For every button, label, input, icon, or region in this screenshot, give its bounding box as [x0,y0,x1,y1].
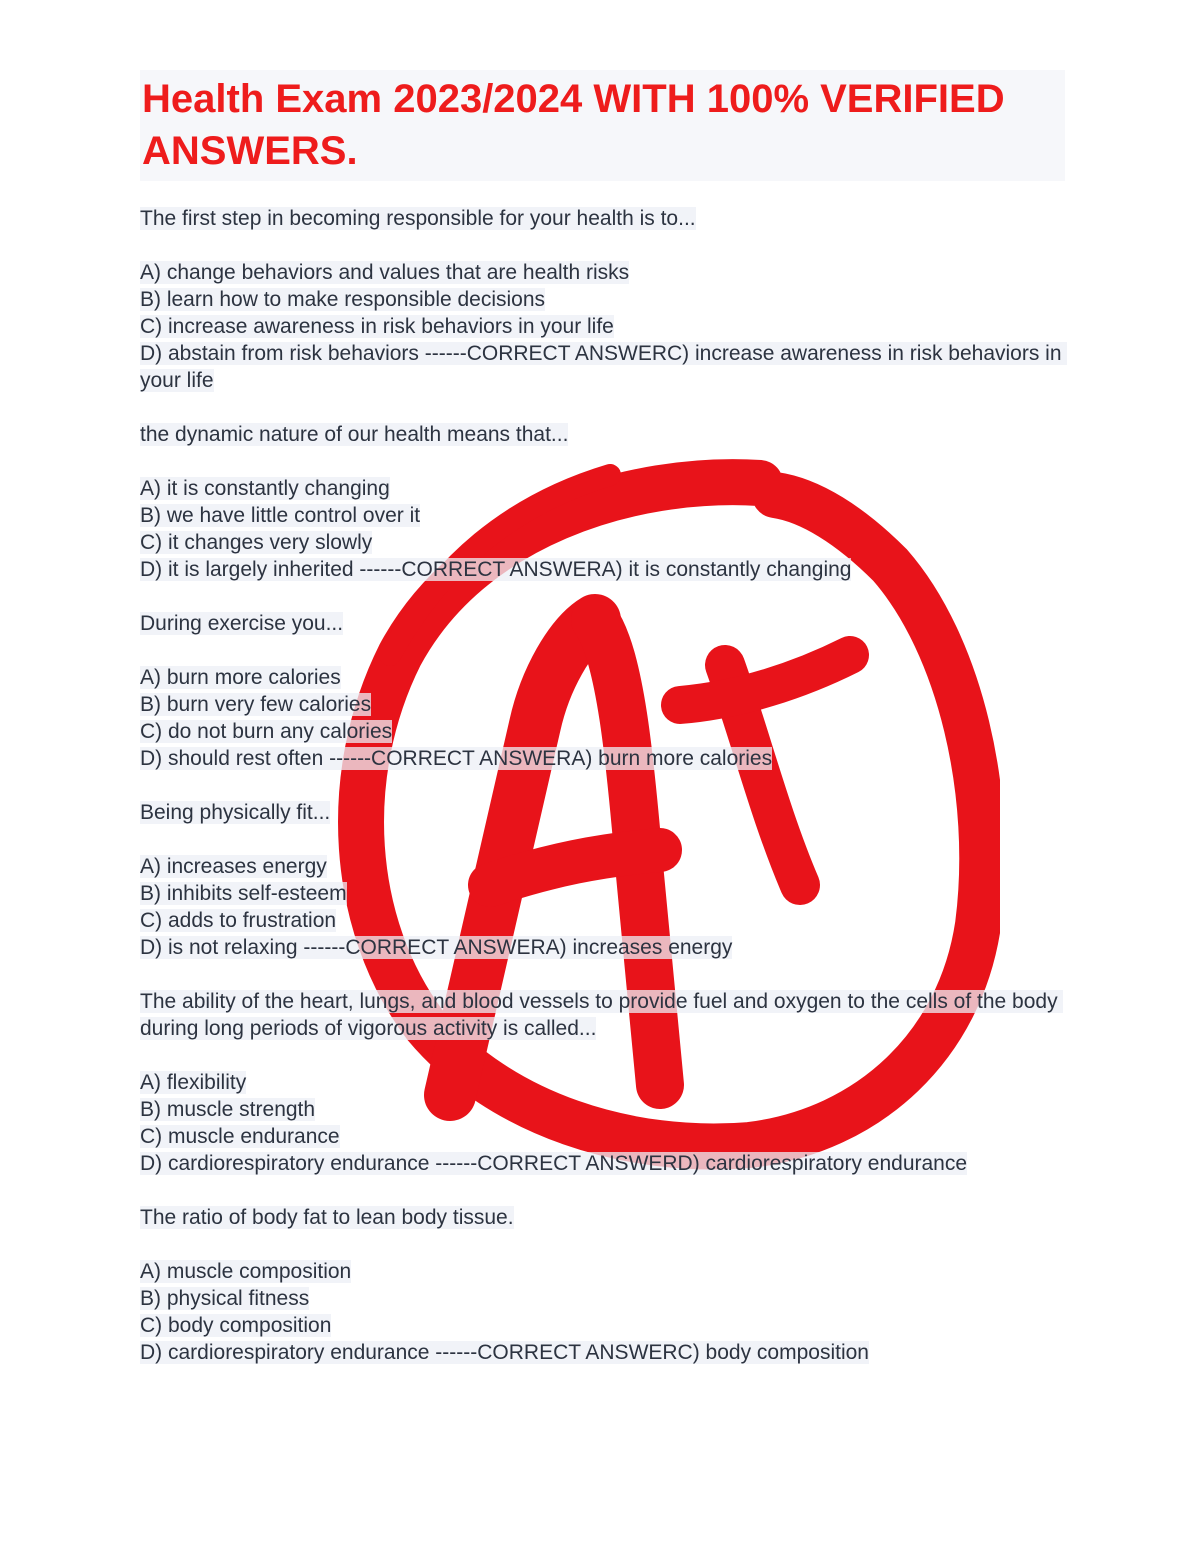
answer-option-with-correct-answer: D) is not relaxing ------CORRECT ANSWERA) increases energy [140,936,733,959]
answer-option-with-correct-answer: D) it is largely inherited ------CORRECT ANSWERA) it is constantly changing [140,558,852,581]
question-text: The ability of the heart, lungs, and blood vessels to provide fuel and oxygen to the cells of the body during long periods of vigorous activity is called... [140,990,1064,1040]
answer-option: C) increase awareness in risk behaviors in your life [140,315,614,338]
answer-option: A) burn more calories [140,666,341,689]
answer-option-with-correct-answer: D) abstain from risk behaviors ------CORRECT ANSWERC) increase awareness in risk behaviors in your life [140,342,1068,392]
answer-option: B) physical fitness [140,1287,310,1310]
question-block [140,1204,1065,1366]
question-text: The ratio of body fat to lean body tissue. [140,1206,514,1229]
answer-option: B) we have little control over it [140,504,421,527]
answer-option: C) muscle endurance [140,1125,340,1148]
answer-option-with-correct-answer: D) should rest often ------CORRECT ANSWERA) burn more calories [140,747,773,770]
answer-option: A) it is constantly changing [140,477,390,500]
question-block [140,421,1065,583]
answer-option: A) increases energy [140,855,327,878]
question-block [140,988,1065,1177]
document-title: Health Exam 2023/2024 WITH 100% VERIFIED ANSWERS. [140,70,1065,181]
question-text: Being physically fit... [140,801,331,824]
answer-option: A) muscle composition [140,1260,352,1283]
question-text: The first step in becoming responsible for your health is to... [140,207,696,230]
answer-option: B) inhibits self-esteem [140,882,347,905]
document-page [140,70,1068,1393]
question-list [140,205,1068,1366]
answer-option-with-correct-answer: D) cardiorespiratory endurance ------CORRECT ANSWERC) body composition [140,1341,869,1364]
question-block [140,205,1068,394]
answer-option: B) muscle strength [140,1098,316,1121]
answer-option-with-correct-answer: D) cardiorespiratory endurance ------CORRECT ANSWERD) cardiorespiratory endurance [140,1152,968,1175]
question-text: the dynamic nature of our health means that... [140,423,569,446]
answer-option: C) body composition [140,1314,332,1337]
answer-option: A) flexibility [140,1071,247,1094]
question-text: During exercise you... [140,612,344,635]
question-block [140,610,1065,772]
answer-option: B) burn very few calories [140,693,372,716]
answer-option: A) change behaviors and values that are health risks [140,261,630,284]
answer-option: B) learn how to make responsible decisions [140,288,546,311]
question-block [140,799,1065,961]
answer-option: C) it changes very slowly [140,531,373,554]
answer-option: C) adds to frustration [140,909,337,932]
answer-option: C) do not burn any calories [140,720,393,743]
